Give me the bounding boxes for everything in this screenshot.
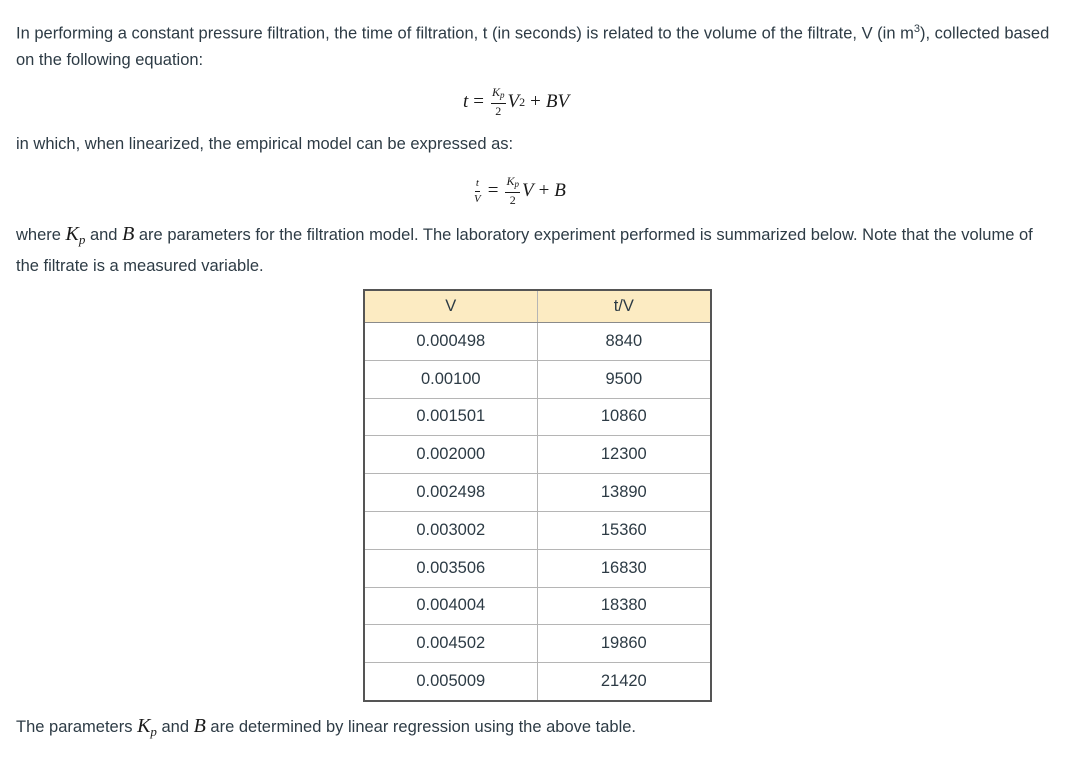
desc-rest: are parameters for the filtration model. The laboratory experiment performed is summarized below. Note that the volume of the filtrate is a measured variable. xyxy=(16,226,1033,275)
table-row xyxy=(364,323,711,361)
table-row xyxy=(364,474,711,512)
intro-text-before: In performing a constant pressure filtration, the time of filtration, t (in seconds) is related to the volume of the filtrate, V (in m xyxy=(16,24,914,43)
cell-v: 0.002498 xyxy=(364,474,537,512)
concl-kp-sub: p xyxy=(150,724,157,739)
eq1-bv: BV xyxy=(545,91,570,112)
header-t-over-v: t/V xyxy=(537,290,711,323)
desc-and: and xyxy=(85,226,123,244)
eq2-b: B xyxy=(554,180,566,201)
eq2-v: V xyxy=(521,180,534,201)
eq2-fraction xyxy=(505,175,520,207)
intro-text-after: ), collected based on the following equation: xyxy=(16,24,1050,69)
concl-suffix: are determined by linear regression using the above table. xyxy=(205,718,637,736)
cell-v: 0.004502 xyxy=(364,625,537,663)
conclusion-paragraph xyxy=(16,713,1056,745)
desc-kp-sub: p xyxy=(78,232,86,247)
eq1-fraction xyxy=(491,86,506,118)
cell-t-over-v: 15360 xyxy=(537,511,711,549)
table-row xyxy=(364,625,711,663)
description-paragraph xyxy=(16,221,1056,279)
eq2-plus: + xyxy=(538,180,550,201)
table-row xyxy=(364,549,711,587)
cell-v: 0.002000 xyxy=(364,436,537,474)
equation-linearized xyxy=(472,170,566,212)
cell-v: 0.00100 xyxy=(364,360,537,398)
eq2-frac-num-base: K xyxy=(506,174,515,188)
cell-v: 0.005009 xyxy=(364,663,537,701)
eq2-frac-den: 2 xyxy=(509,193,516,207)
cell-t-over-v: 18380 xyxy=(537,587,711,625)
table-row xyxy=(364,587,711,625)
desc-b-symbol: B xyxy=(122,223,135,245)
concl-and: and xyxy=(156,718,194,736)
table-row xyxy=(364,436,711,474)
cell-t-over-v: 12300 xyxy=(537,436,711,474)
cell-t-over-v: 10860 xyxy=(537,398,711,436)
table-header-row xyxy=(364,290,711,323)
cell-t-over-v: 8840 xyxy=(537,323,711,361)
eq1-equals: = xyxy=(473,91,484,112)
cell-t-over-v: 9500 xyxy=(537,360,711,398)
cell-v: 0.003002 xyxy=(364,511,537,549)
concl-prefix: The parameters xyxy=(16,718,138,736)
cell-t-over-v: 21420 xyxy=(537,663,711,701)
intro-paragraph xyxy=(16,16,1056,73)
cell-v: 0.003506 xyxy=(364,549,537,587)
linearized-paragraph: in which, when linearized, the empirical model can be expressed as: xyxy=(16,135,514,153)
header-v: V xyxy=(364,290,537,323)
eq2-lhs-den: V xyxy=(474,192,481,205)
equation-quadratic xyxy=(463,82,569,122)
cell-t-over-v: 13890 xyxy=(537,474,711,512)
cell-v: 0.001501 xyxy=(364,398,537,436)
data-table xyxy=(363,289,712,702)
intro-superscript: 3 xyxy=(913,23,920,35)
concl-kp-base: K xyxy=(137,715,151,737)
eq1-frac-num xyxy=(491,86,506,104)
eq1-lhs: t xyxy=(463,91,469,112)
eq1-plus: + xyxy=(530,91,541,112)
eq1-frac-num-base: K xyxy=(492,85,501,99)
desc-kp-base: K xyxy=(65,223,79,245)
table-row xyxy=(364,663,711,701)
cell-t-over-v: 16830 xyxy=(537,549,711,587)
eq1-power: 2 xyxy=(519,94,526,109)
eq2-lhs-num: t xyxy=(475,177,480,192)
eq2-frac-num-sub: p xyxy=(514,179,519,189)
concl-kp-symbol xyxy=(137,715,157,737)
eq1-v: V xyxy=(507,91,520,112)
eq2-frac-num xyxy=(505,175,520,193)
eq1-frac-den: 2 xyxy=(495,104,502,118)
cell-v: 0.004004 xyxy=(364,587,537,625)
concl-b-symbol: B xyxy=(193,715,206,737)
eq2-equals: = xyxy=(487,180,499,201)
cell-v: 0.000498 xyxy=(364,323,537,361)
eq1-frac-num-sub: p xyxy=(500,90,505,100)
desc-kp-symbol xyxy=(66,223,86,245)
table-row xyxy=(364,360,711,398)
eq2-lhs-fraction xyxy=(474,177,481,206)
table-row xyxy=(364,398,711,436)
cell-t-over-v: 19860 xyxy=(537,625,711,663)
table-row xyxy=(364,511,711,549)
desc-where: where xyxy=(16,226,66,244)
